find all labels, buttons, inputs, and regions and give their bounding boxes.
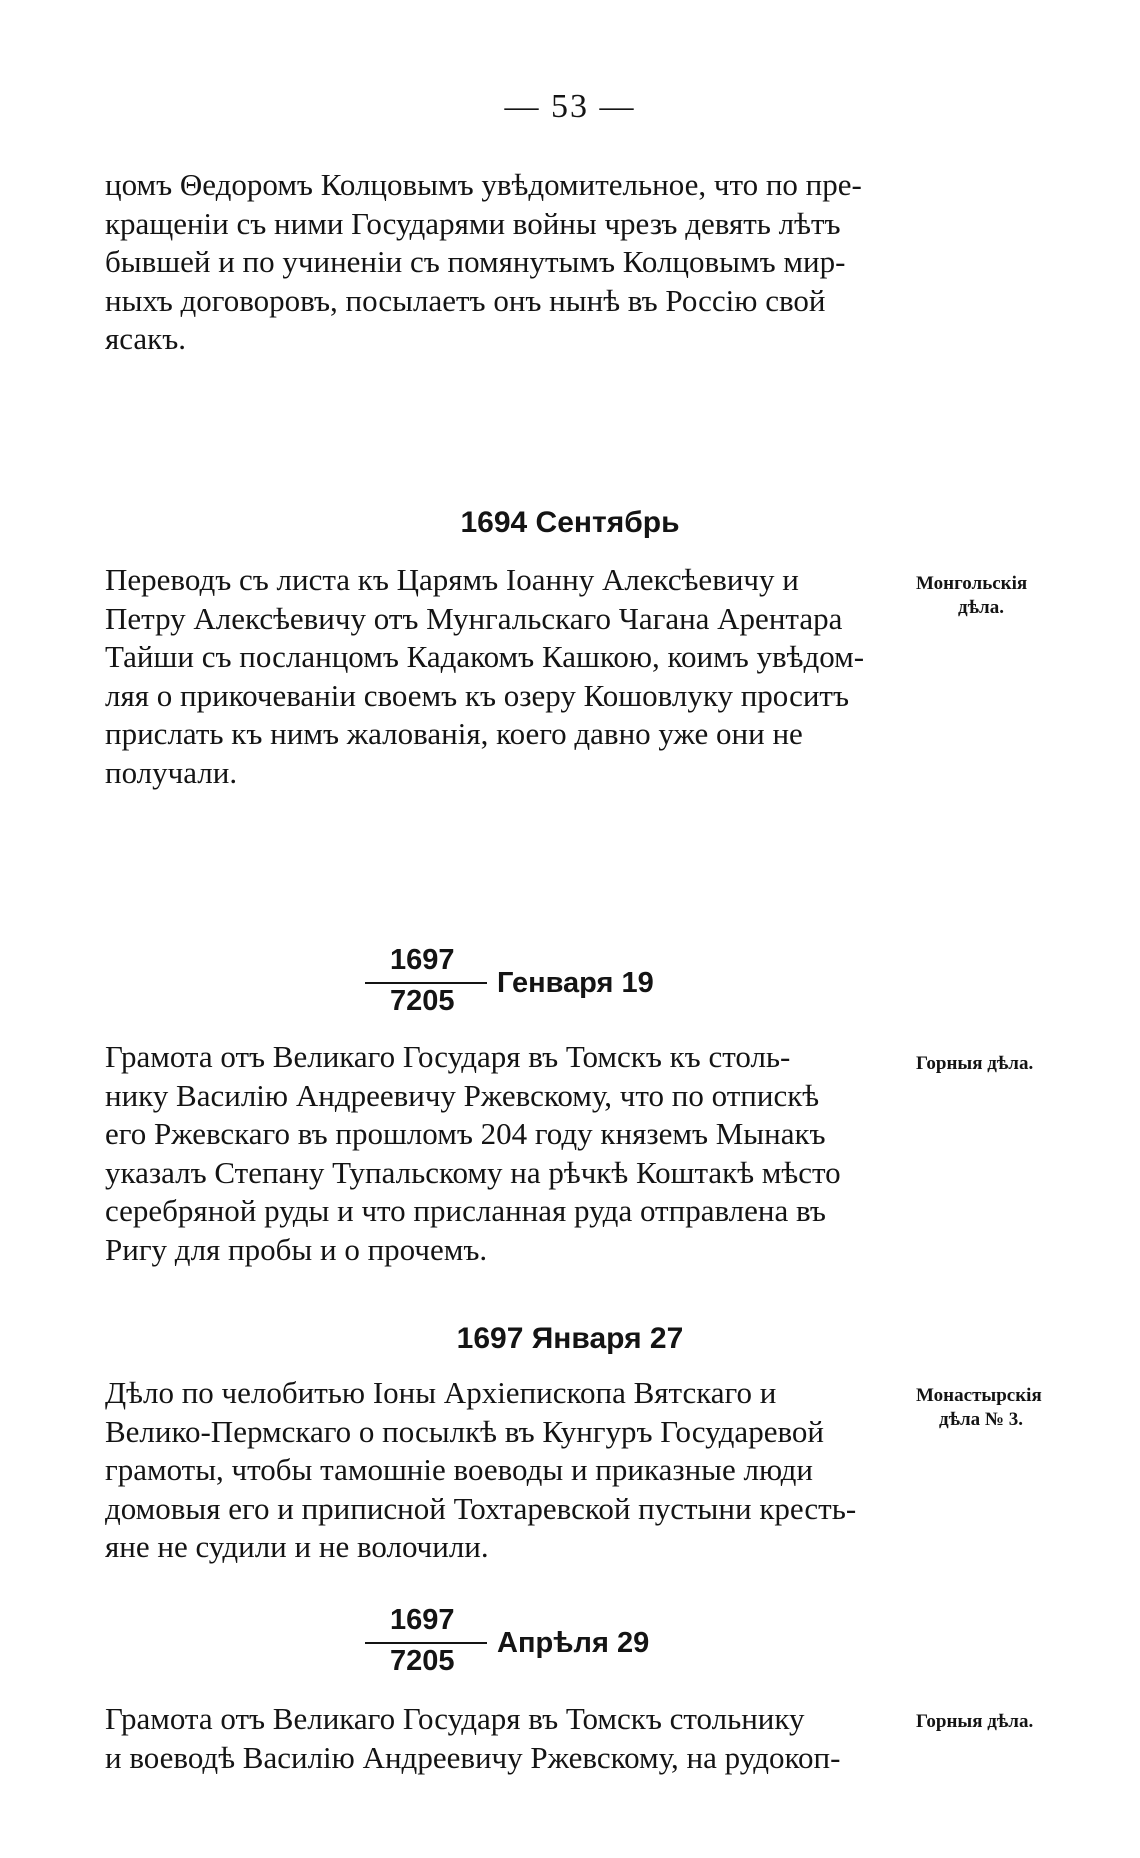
entry-heading: 1694 Сентябрь	[460, 506, 680, 539]
text-line: Дѣло по челобитью Іоны Архіепископа Вятскаго и	[105, 1375, 777, 1410]
text-line: Переводъ съ листа къ Царямъ Іоанну Алексѣевичу и	[105, 562, 799, 597]
entry-paragraph	[105, 1700, 905, 1777]
entry-heading: 1697 Января 27	[456, 1322, 684, 1355]
year-denominator: 7205	[390, 985, 455, 1017]
text-line: ляя о прикочеваніи своемъ къ озеру Кошовлуку проситъ	[105, 677, 849, 713]
entry-paragraph	[105, 1038, 905, 1269]
continuation-paragraph	[105, 166, 905, 359]
text-line: его Ржевскаго въ прошломъ 204 году княземъ Мынакъ	[105, 1116, 826, 1151]
text-line: грамоты, чтобы тамошніе воеводы и приказные люди	[105, 1452, 813, 1487]
text-line: яне не судили и не волочили.	[105, 1529, 489, 1564]
margin-note	[916, 572, 1096, 620]
margin-note-line: Горныя дѣла.	[916, 1053, 1034, 1074]
margin-note-line: дѣла № 3.	[938, 1409, 1023, 1430]
text-line: ясакъ.	[105, 321, 186, 356]
text-line: серебряной руды и что присланная руда отправлена въ	[105, 1193, 826, 1228]
margin-note-line: Монастырскія	[916, 1385, 1042, 1406]
text-line: Тайши съ посланцомъ Кадакомъ Кашкою, коимъ увѣдом-	[105, 639, 865, 674]
margin-note-line: Монгольскія	[916, 573, 1028, 594]
text-line: и воеводѣ Василію Андреевичу Ржевскому, на рудокоп-	[105, 1739, 841, 1775]
text-line: Грамота отъ Великаго Государя въ Томскъ стольнику	[105, 1701, 805, 1736]
year-numerator: 1697	[390, 944, 455, 976]
margin-note-line: дѣла.	[958, 597, 1004, 618]
text-line: цомъ Θедоромъ Колцовымъ увѣдомительное, что по пре-	[105, 167, 862, 202]
text-line: Грамота отъ Великаго Государя въ Томскъ къ столь-	[105, 1039, 791, 1074]
margin-note	[916, 1052, 1096, 1076]
text-line: ныхъ договоровъ, посылаетъ онъ нынѣ въ Россію свой	[105, 282, 826, 318]
text-line: указалъ Степану Тупальскому на рѣчкѣ Коштакѣ мѣсто	[105, 1154, 841, 1190]
heading-date: Апрѣля 29	[497, 1627, 650, 1659]
entry-paragraph	[105, 1374, 905, 1567]
text-line: прислать къ нимъ жалованія, коего давно уже они не	[105, 716, 803, 751]
fraction-line	[365, 982, 487, 984]
text-line: бывшей и по учиненіи съ помянутымъ Колцовымъ мир-	[105, 244, 846, 279]
entry-paragraph	[105, 561, 905, 792]
text-line: Ригу для пробы и о прочемъ.	[105, 1231, 488, 1267]
page-number: — 53 —	[504, 88, 636, 125]
text-line: домовыя его и приписной Тохтаревской пустыни кресть-	[105, 1490, 857, 1526]
fraction-line	[365, 1642, 487, 1644]
text-line: нику Василію Андреевичу Ржевскому, что по отпискѣ	[105, 1077, 820, 1113]
text-line: Петру Алексѣевичу отъ Мунгальскаго Чагана Арентара	[105, 600, 843, 636]
text-line: кращеніи съ ними Государями войны чрезъ девять лѣтъ	[105, 205, 841, 241]
year-numerator: 1697	[390, 1604, 455, 1636]
year-denominator: 7205	[390, 1645, 455, 1677]
margin-note-line: Горныя дѣла.	[916, 1711, 1034, 1732]
margin-note	[916, 1710, 1096, 1734]
heading-date: Генваря 19	[497, 967, 654, 999]
text-line: получали.	[105, 754, 238, 790]
margin-note	[916, 1384, 1096, 1432]
text-line: Велико-Пермскаго о посылкѣ въ Кунгуръ Государевой	[105, 1413, 824, 1449]
